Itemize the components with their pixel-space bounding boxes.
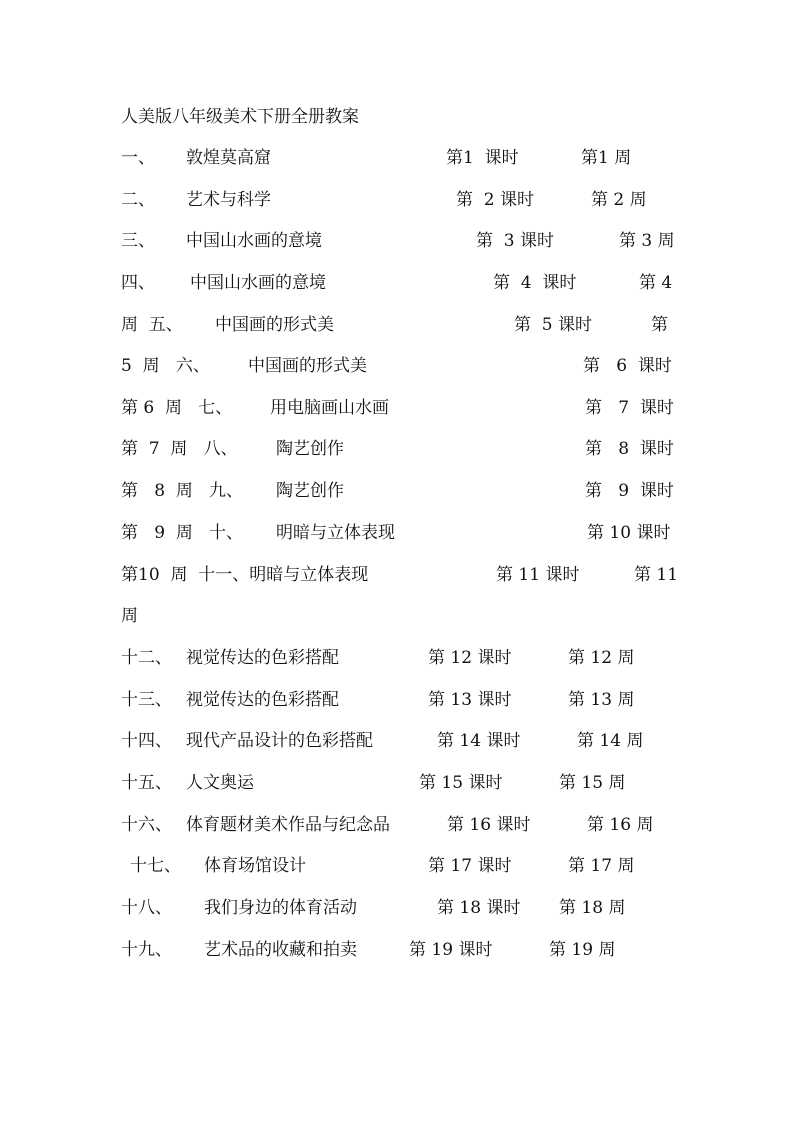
lesson-line <box>0 768 794 798</box>
lesson-line <box>0 226 794 256</box>
lesson-number: 第 6 周 七、 <box>121 398 233 418</box>
lesson-line <box>0 393 794 423</box>
lesson-period: 第 2 课时 <box>456 190 535 210</box>
lesson-line <box>0 560 794 590</box>
lesson-topic: 视觉传达的色彩搭配 <box>186 690 339 710</box>
lesson-topic: 中国山水画的意境 <box>190 273 326 293</box>
lesson-topic: 陶艺创作 <box>276 439 344 459</box>
lesson-number: 二、 <box>121 190 155 210</box>
lesson-period: 第 19 课时 <box>409 940 493 960</box>
document-title-text: 人美版八年级美术下册全册教案 <box>121 107 359 127</box>
lesson-number: 十五、 <box>121 773 172 793</box>
lesson-topic: 艺术品的收藏和拍卖 <box>204 940 357 960</box>
lesson-number: 十六、 <box>121 815 172 835</box>
lesson-period: 第1 课时 <box>446 148 519 168</box>
lesson-topic: 陶艺创作 <box>276 481 344 501</box>
lesson-week: 第 17 周 <box>568 856 635 876</box>
document-title <box>0 102 794 132</box>
lesson-week: 第 16 周 <box>587 815 654 835</box>
lesson-period: 第 13 课时 <box>428 690 512 710</box>
lesson-period: 第 5 课时 <box>514 315 593 335</box>
lesson-period: 第 16 课时 <box>447 815 531 835</box>
lesson-topic: 体育题材美术作品与纪念品 <box>186 815 390 835</box>
lesson-number: 周 五、 <box>121 315 183 335</box>
lesson-number: 十八、 <box>121 898 172 918</box>
lesson-week: 第 14 周 <box>577 731 644 751</box>
lesson-topic: 中国山水画的意境 <box>186 231 322 251</box>
lesson-number: 第 9 周 十、 <box>121 523 244 543</box>
lesson-topic: 艺术与科学 <box>186 190 271 210</box>
lesson-number: 十七、 <box>130 856 181 876</box>
lesson-line <box>0 310 794 340</box>
lesson-topic: 中国画的形式美 <box>215 315 334 335</box>
lesson-number: 第 7 周 八、 <box>121 439 238 459</box>
lesson-week: 第 2 周 <box>591 190 647 210</box>
lesson-line <box>0 851 794 881</box>
lesson-line <box>0 518 794 548</box>
lesson-period: 第 6 课时 <box>583 356 672 376</box>
lesson-week: 第 18 周 <box>559 898 626 918</box>
lesson-topic: 体育场馆设计 <box>204 856 306 876</box>
lesson-period: 第 7 课时 <box>585 398 674 418</box>
lesson-week: 第 19 周 <box>549 940 616 960</box>
lesson-week: 第 15 周 <box>559 773 626 793</box>
lesson-week: 第 <box>651 315 668 335</box>
lesson-topic: 敦煌莫高窟 <box>186 148 271 168</box>
lesson-topic: 视觉传达的色彩搭配 <box>186 648 339 668</box>
lesson-period: 第 9 课时 <box>585 481 674 501</box>
lesson-week: 周 <box>121 606 138 626</box>
lesson-line <box>0 726 794 756</box>
lesson-line <box>0 351 794 381</box>
lesson-number: 十二、 <box>121 648 172 668</box>
lesson-period: 第 14 课时 <box>437 731 521 751</box>
lesson-week: 第 4 <box>639 273 673 293</box>
lesson-topic: 人文奥运 <box>186 773 254 793</box>
lesson-topic: 现代产品设计的色彩搭配 <box>186 731 373 751</box>
lesson-week: 第 13 周 <box>568 690 635 710</box>
lesson-period: 第 18 课时 <box>437 898 521 918</box>
lesson-line <box>0 476 794 506</box>
lesson-topic: 明暗与立体表现 <box>276 523 395 543</box>
lesson-period: 第 10 课时 <box>587 523 671 543</box>
lesson-number: 十四、 <box>121 731 172 751</box>
lesson-line <box>0 185 794 215</box>
lesson-number: 一、 <box>121 148 155 168</box>
lesson-line <box>0 643 794 673</box>
lesson-week: 第 3 周 <box>619 231 675 251</box>
lesson-period: 第 12 课时 <box>428 648 512 668</box>
lesson-week: 第1 周 <box>581 148 632 168</box>
lesson-period: 第 17 课时 <box>428 856 512 876</box>
lesson-line <box>0 434 794 464</box>
lesson-week: 第 11 <box>634 565 679 585</box>
lesson-period: 第 8 课时 <box>585 439 674 459</box>
lesson-period: 第 3 课时 <box>476 231 555 251</box>
lesson-topic: 第10 周 十一、明暗与立体表现 <box>121 565 369 585</box>
lesson-week: 第 12 周 <box>568 648 635 668</box>
lesson-line <box>0 268 794 298</box>
lesson-line <box>0 810 794 840</box>
lesson-number: 十三、 <box>121 690 172 710</box>
lesson-number: 5 周 六、 <box>121 356 210 376</box>
lesson-topic: 我们身边的体育活动 <box>204 898 357 918</box>
lesson-period: 第 15 课时 <box>419 773 503 793</box>
lesson-number: 三、 <box>121 231 155 251</box>
lesson-line <box>0 893 794 923</box>
lesson-number: 四、 <box>121 273 155 293</box>
lesson-number: 第 8 周 九、 <box>121 481 244 501</box>
lesson-line <box>0 935 794 965</box>
lesson-line <box>0 601 794 631</box>
lesson-topic: 用电脑画山水画 <box>270 398 389 418</box>
lesson-period: 第 11 课时 <box>496 565 580 585</box>
lesson-line <box>0 685 794 715</box>
lesson-period: 第 4 课时 <box>493 273 577 293</box>
lesson-topic: 中国画的形式美 <box>248 356 367 376</box>
lesson-number: 十九、 <box>121 940 172 960</box>
lesson-line <box>0 143 794 173</box>
